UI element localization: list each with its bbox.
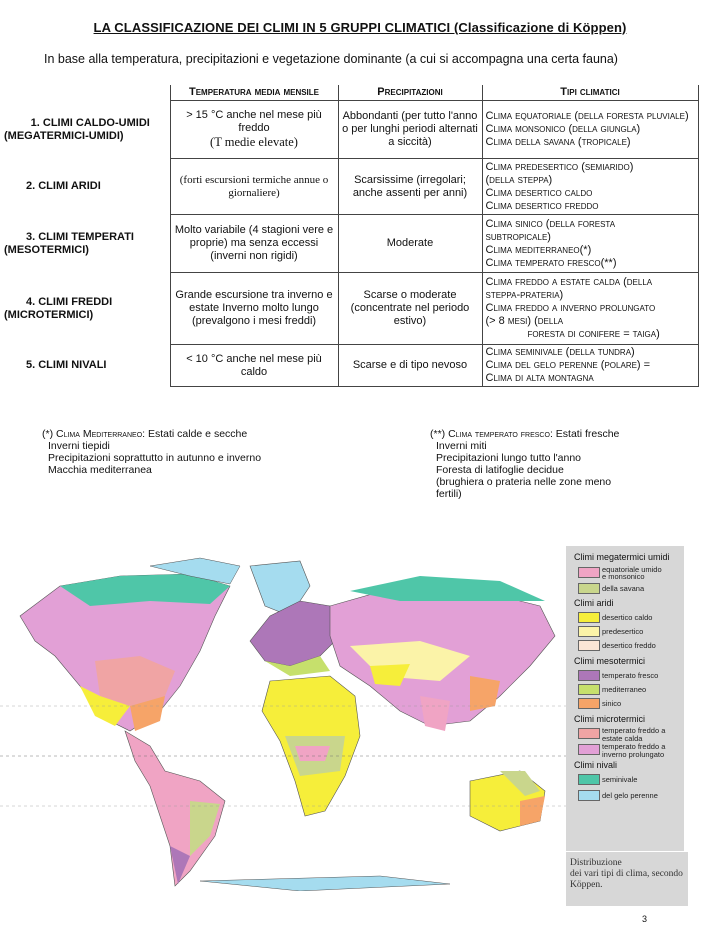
legend-swatch [578,774,600,785]
legend-label: temperato freddo a inverno prolungato [602,742,666,759]
precipitazioni-cell: Moderate [338,215,482,273]
header-tipi: Tipi climatici [482,85,698,101]
temperatura-cell: Molto variabile (4 stagioni vere e proprie) ma senza eccessi (inverni non rigidi) [170,215,338,273]
precipitazioni-cell: Scarsissime (irregolari; anche assenti per anni) [338,159,482,215]
tipi-cell: Clima equatoriale (della foresta pluviale) Clima monsonico (della giungla) Clima della savana (tropicale) [482,101,698,159]
legend-swatch [578,640,600,651]
precipitazioni-cell: Scarse o moderate (concentrate nel periodo estivo) [338,273,482,345]
legend-group-title: Climi microtermici [574,714,645,724]
group-cell: 1. CLIMI CALDO-UMIDI (MEGATERMICI-UMIDI) [4,116,150,142]
legend-group-title: Climi mesotermici [574,656,646,666]
legend-swatch [578,626,600,637]
legend-label: della savana [602,584,645,593]
page-number: 3 [642,914,648,924]
legend-label: sinico [602,699,622,708]
map-caption: Distribuzione dei vari tipi di clima, secondo Köppen. [566,852,688,906]
header-precipitazioni: Precipitazioni [338,85,482,101]
table-row [4,215,698,273]
map-illustration [0,546,566,891]
legend-swatch [578,790,600,801]
note-mediterraneo: (*) Clima Mediterraneo: Estati calde e secche Inverni tiepidi Precipitazioni soprattutto in autunno e inverno Macchia mediterranea [42,428,262,476]
tipi-cell: Clima predesertico (semiarido) (della steppa) Clima desertico caldo Clima desertico freddo [482,159,698,215]
temperatura-cell: > 15 °C anche nel mese più freddo (T medie elevate) [170,101,338,159]
legend-label: seminivale [602,775,638,784]
temperatura-cell: (forti escursioni termiche annue o giornaliere) [170,159,338,215]
legend-swatch [578,612,600,623]
tipi-cell: Clima seminivale (della tundra) Clima del gelo perenne (polare) = Clima di alta montagna [482,345,698,387]
legend-group-title: Climi megatermici umidi [574,552,670,562]
group-cell: 5. CLIMI NIVALI [26,359,107,371]
page-title: LA CLASSIFICAZIONE DEI CLIMI IN 5 GRUPPI CLIMATICI (Classificazione di Köppen) [93,20,627,35]
legend-label: predesertico [602,627,644,636]
temperatura-cell: Grande escursione tra inverno e estate Inverno molto lungo (prevalgono i mesi freddi) [170,273,338,345]
header-temperatura: Temperatura media mensile [170,85,338,101]
climate-table [4,85,699,387]
group-cell: 3. CLIMI TEMPERATI (MESOTERMICI) [4,230,134,256]
legend-label: temperato freddo a estate calda [602,726,666,743]
group-cell: 4. CLIMI FREDDI (MICROTERMICI) [4,295,113,321]
precipitazioni-cell: Abbondanti (per tutto l'anno o per lunghi periodi alternati a siccità) [338,101,482,159]
legend-label: equatoriale umido [602,565,662,574]
legend-label: del gelo perenne [602,791,658,800]
legend-swatch [578,567,600,578]
legend-group-title: Climi nivali [574,760,618,770]
table-row [4,101,698,159]
table-row [4,345,698,387]
legend-label: desertico freddo [602,641,656,650]
world-climate-map [0,546,566,891]
tipi-cell: Clima sinico (della foresta subtropicale) Clima mediterraneo(*) Clima temperato fresco(**) [482,215,698,273]
tipi-cell: Clima freddo a estate calda (della steppa-prateria) Clima freddo a inverno prolungato (> 8 mesi) (della foresta di conifere = taiga) [482,273,698,345]
table-row [4,159,698,215]
legend-label: e monsonico [602,572,645,581]
legend-label: temperato fresco [602,671,659,680]
intro-text: In base alla temperatura, precipitazioni e vegetazione dominante (a cui si accompagna una certa fauna) [44,52,618,66]
table-row [4,273,698,345]
map-legend [566,546,684,851]
note-temperato-fresco: (**) Clima temperato fresco: Estati fresche Inverni miti Precipitazioni lungo tutto l'anno Foresta di latifoglie decidue (brughiera o prateria nelle zone meno fertili) [430,428,620,500]
table-header-row [4,85,698,101]
legend-label: mediterraneo [602,685,647,694]
legend-swatch [578,583,600,594]
group-cell: 2. CLIMI ARIDI [26,180,101,192]
legend-label: desertico caldo [602,613,653,622]
legend-swatch [578,684,600,695]
precipitazioni-cell: Scarse e di tipo nevoso [338,345,482,387]
legend-swatch [578,728,600,739]
legend-group-title: Climi aridi [574,598,614,608]
legend-swatch [578,670,600,681]
legend-swatch [578,698,600,709]
temperatura-cell: < 10 °C anche nel mese più caldo [170,345,338,387]
legend-swatch [578,744,600,755]
